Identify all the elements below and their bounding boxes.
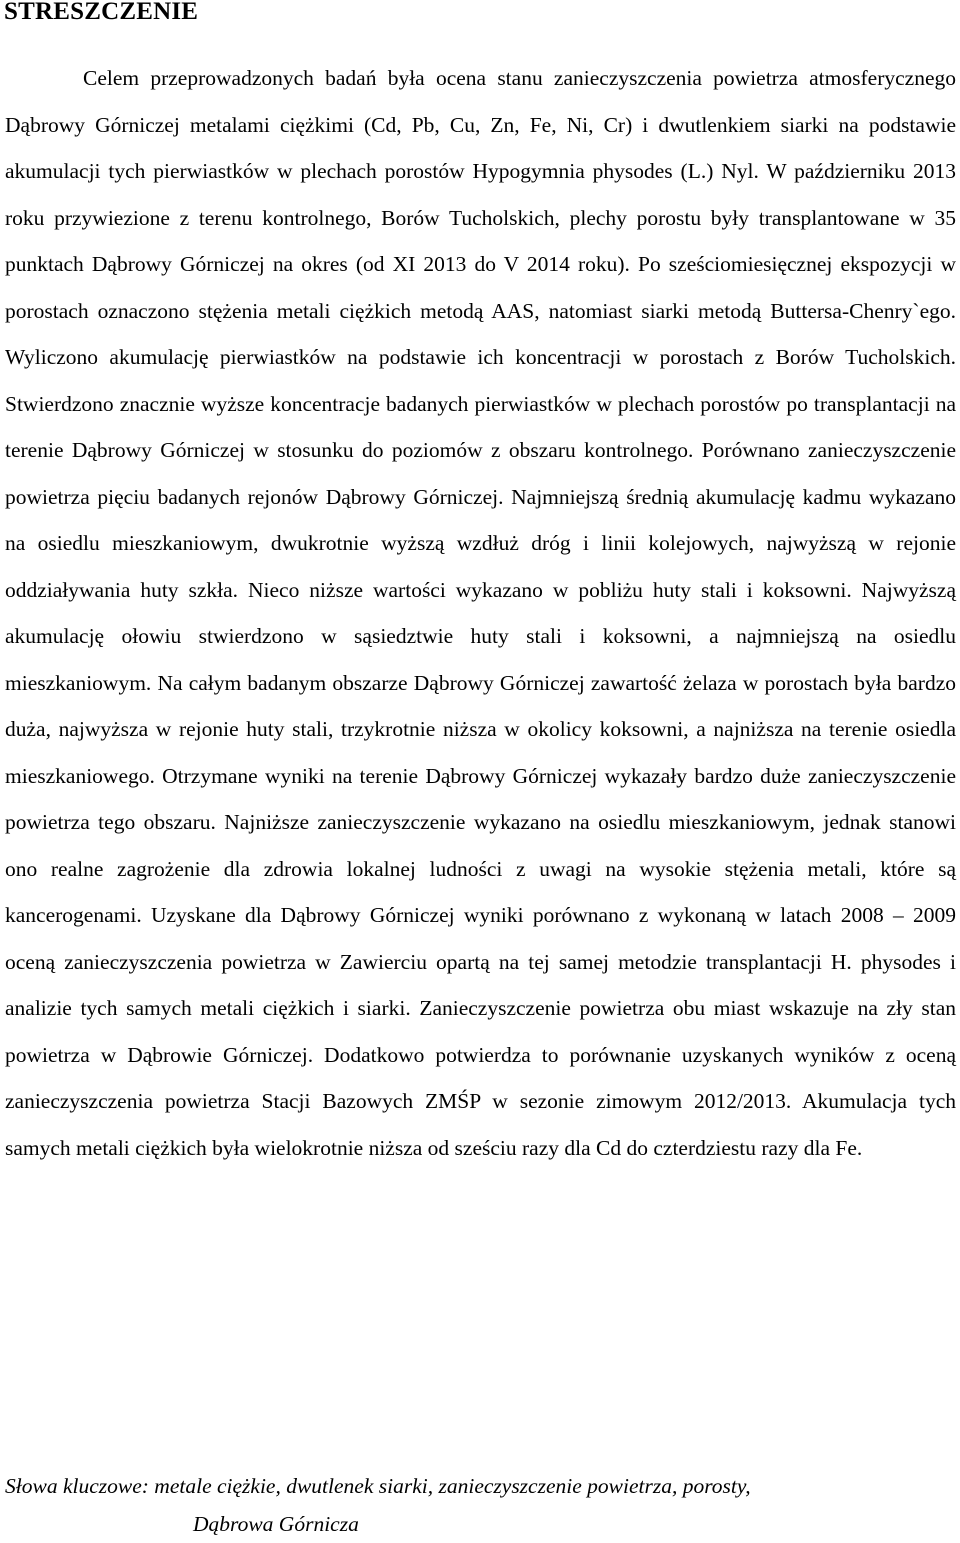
keywords-label: Słowa kluczowe: (5, 1474, 149, 1498)
page-title: STRESZCZENIE (4, 0, 199, 25)
keywords-list-line-2: Dąbrowa Górnicza (193, 1512, 359, 1536)
abstract-paragraph: Celem przeprowadzonych badań była ocena stanu zanieczyszczenia powietrza atmosferycznego Dąbrowy Górniczej metalami ciężkimi (Cd, Pb, Cu, Zn, Fe, Ni, Cr) i dwutlenkiem siarki na podstawie akumulacji tych pierwiastków w plechach porostów Hypogymnia physodes (L.) Nyl. W październiku 2013 roku przywiezione z terenu kontrolnego, Borów Tucholskich, plechy porostu były transplantowane w 35 punktach Dąbrowy Górniczej na okres (od XI 2013 do V 2014 roku). Po sześciomiesięcznej ekspozycji w porostach oznaczono stężenia metali ciężkich metodą AAS, natomiast siarki metodą Buttersa-Chenry`ego. Wyliczono akumulację pierwiastków na podstawie ich koncentracji w porostach z Borów Tucholskich. Stwierdzono znacznie wyższe koncentracje badanych pierwiastków w plechach porostów po transplantacji na terenie Dąbrowy Górniczej w stosunku do poziomów z obszaru kontrolnego. Porównano zanieczyszczenie powietrza pięciu badanych rejonów Dąbrowy Górniczej. Najmniejszą średnią akumulację kadmu wykazano na osiedlu mieszkaniowym, dwukrotnie wyższą wzdłuż dróg i linii kolejowych, najwyższą w rejonie oddziaływania huty szkła. Nieco niższe wartości wykazano w pobliżu huty stali i koksowni. Najwyższą akumulację ołowiu stwierdzono w sąsiedztwie huty stali i koksowni, a najmniejszą na osiedlu mieszkaniowym. Na całym badanym obszarze Dąbrowy Górniczej zawartość żelaza w porostach była bardzo duża, najwyższa w rejonie huty stali, trzykrotnie niższa w okolicy koksowni, a najniższa na terenie osiedla mieszkaniowego. Otrzymane wyniki na terenie Dąbrowy Górniczej wykazały bardzo duże zanieczyszczenie powietrza tego obszaru. Najniższe zanieczyszczenie wykazano na osiedlu mieszkaniowym, jednak stanowi ono realne zagrożenie dla zdrowia lokalnej ludności z uwagi na wysokie stężenia metali, które są kancerogenami. Uzyskane dla Dąbrowy Górniczej wyniki porównano z wykonaną w latach 2008 – 2009 oceną zanieczyszczenia powietrza w Zawierciu opartą na tej samej metodzie transplantacji H. physodes i analizie tych samych metali ciężkich i siarki. Zanieczyszczenie powietrza obu miast wskazuje na zły stan powietrza w Dąbrowie Górniczej. Dodatkowo potwierdza to porównanie uzyskanych wyników z oceną zanieczyszczenia powietrza Stacji Bazowych ZMŚP w sezonie zimowym 2012/2013. Akumulacja tych samych metali ciężkich była wielokrotnie niższa od sześciu razy dla Cd do czterdziestu razy dla Fe. (5, 66, 956, 1160)
keywords-block (5, 1467, 956, 1543)
keywords-list-line-1: metale ciężkie, dwutlenek siarki, zanieczyszczenie powietrza, porosty, (154, 1474, 751, 1498)
